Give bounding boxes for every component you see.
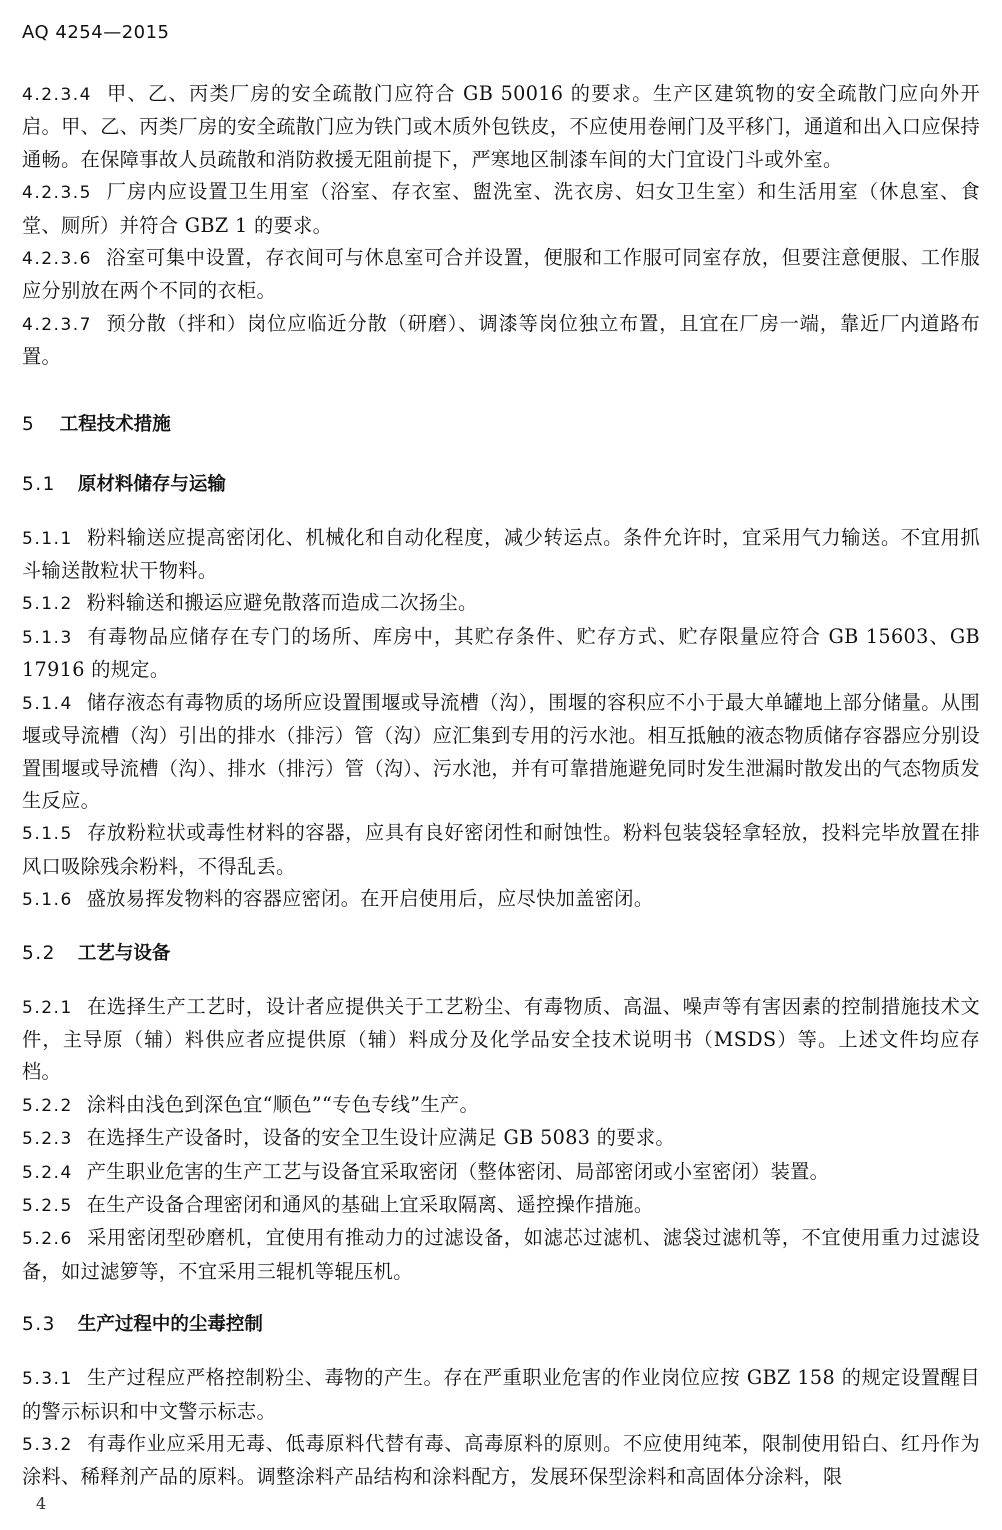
- standard-number: AQ 4254—2015: [22, 22, 170, 43]
- clause-5-1-1: [22, 522, 980, 588]
- clause-number: 5.1.3: [22, 627, 73, 648]
- clause-5-3-2: [22, 1428, 980, 1494]
- clause-number: 5.2.4: [22, 1162, 73, 1183]
- clause-text: 在选择生产工艺时，设计者应提供关于工艺粉尘、有毒物质、高温、噪声等有害因素的控制措施技术文件，主导原（辅）料供应者应提供原（辅）料成分及化学品安全技术说明书（MSDS）等。上述文件均应存档。: [22, 994, 980, 1084]
- section-number: 5.1: [22, 473, 56, 495]
- clause-5-1-5: [22, 817, 980, 883]
- chapter-heading-5: [22, 408, 980, 442]
- clause-text: 在选择生产设备时，设备的安全卫生设计应满足 GB 5083 的要求。: [86, 1126, 675, 1150]
- clause-number: 4.2.3.4: [22, 85, 92, 105]
- clause-number: 5.3.2: [22, 1435, 73, 1455]
- clause-number: 5.2.3: [22, 1129, 73, 1150]
- clause-text: 涂料由浅色到深色宜“顺色”“专色专线”生产。: [86, 1092, 480, 1116]
- clause-number: 5.2.5: [22, 1195, 73, 1216]
- clause-text: 粉料输送和搬运应避免散落而造成二次扬尘。: [86, 591, 478, 615]
- clause-text: 采用密闭型砂磨机，宜使用有推动力的过滤设备，如滤芯过滤机、滤袋过滤机等，不宜使用重力过滤设备，如过滤箩等，不宜采用三辊机等辊压机。: [22, 1226, 980, 1283]
- clause-number: 5.1.4: [22, 693, 73, 714]
- clause-text: 盛放易挥发物料的容器应密闭。在开启使用后，应尽快加盖密闭。: [86, 887, 654, 911]
- clause-number: 5.1.5: [22, 824, 73, 845]
- document-body: [22, 78, 980, 1494]
- clause-text: 有毒作业应采用无毒、低毒原料代替有毒、高毒原料的原则。不应使用纯苯，限制使用铅白、红丹作为涂料、稀释剂产品的原料。调整涂料产品结构和涂料配方，发展环保型涂料和高固体分涂料，限: [22, 1432, 980, 1489]
- chapter-number: 5: [22, 413, 34, 435]
- clause-4-2-3-4: [22, 78, 980, 176]
- section-title: 生产过程中的尘毒控制: [77, 1314, 263, 1336]
- clause-number: 4.2.3.7: [22, 314, 92, 335]
- clause-4-2-3-5: [22, 176, 980, 242]
- section-number: 5.2: [22, 942, 56, 964]
- clause-number: 5.2.6: [22, 1229, 73, 1250]
- clause-number: 5.1.6: [22, 890, 73, 911]
- clause-number: 5.3.1: [22, 1369, 73, 1390]
- clause-5-2-5: [22, 1189, 980, 1222]
- clause-5-3-1: [22, 1362, 980, 1428]
- clause-5-1-3: [22, 621, 980, 687]
- clause-5-2-1: [22, 991, 980, 1089]
- clause-5-1-4: [22, 687, 980, 818]
- clause-4-2-3-7: [22, 308, 980, 374]
- clause-text: 生产过程应严格控制粉尘、毒物的产生。存在严重职业危害的作业岗位应按 GBZ 158 的规定设置醒目的警示标识和中文警示标志。: [22, 1366, 980, 1423]
- document-header: [22, 22, 170, 43]
- clause-text: 甲、乙、丙类厂房的安全疏散门应符合 GB 50016 的要求。生产区建筑物的安全疏散门应向外开启。甲、乙、丙类厂房的安全疏散门应为铁门或木质外包铁皮，不应使用卷闸门及平移门，通道和出入口应保持通畅。在保障事故人员疏散和消防救援无阻前提下，严寒地区制漆车间的大门宜设门斗或外室。: [22, 82, 980, 171]
- clause-text: 有毒物品应储存在专门的场所、库房中，其贮存条件、贮存方式、贮存限量应符合 GB 15603、GB 17916 的规定。: [22, 624, 980, 682]
- clause-text: 浴室可集中设置，存衣间可与休息室可合并设置，便服和工作服可同室存放，但要注意便服、工作服应分别放在两个不同的衣柜。: [22, 246, 980, 303]
- clause-5-1-2: [22, 587, 980, 620]
- clause-text: 在生产设备合理密闭和通风的基础上宜采取隔离、遥控操作措施。: [86, 1192, 654, 1216]
- section-heading-5-1: [22, 468, 980, 502]
- clause-5-1-6: [22, 883, 980, 916]
- clause-4-2-3-6: [22, 242, 980, 308]
- clause-5-2-3: [22, 1122, 980, 1155]
- section-title: 原材料储存与运输: [77, 473, 226, 495]
- chapter-title: 工程技术措施: [59, 413, 171, 435]
- clause-number: 5.2.2: [22, 1095, 73, 1116]
- section-number: 5.3: [22, 1314, 56, 1336]
- clause-number: 4.2.3.6: [22, 249, 92, 270]
- clause-text: 产生职业危害的生产工艺与设备宜采取密闭（整体密闭、局部密闭或小室密闭）装置。: [86, 1159, 830, 1183]
- clause-number: 5.2.1: [22, 997, 73, 1018]
- clause-number: 5.1.1: [22, 528, 73, 549]
- clause-text: 预分散（拌和）岗位应临近分散（研磨）、调漆等岗位独立布置，且宜在厂房一端，靠近厂内道路布置。: [22, 311, 980, 369]
- clause-number: 4.2.3.5: [22, 183, 92, 204]
- clause-text: 存放粉粒状或毒性材料的容器，应具有良好密闭性和耐蚀性。粉料包装袋轻拿轻放，投料完毕放置在排风口吸除残余粉料，不得乱丢。: [22, 821, 980, 878]
- section-title: 工艺与设备: [77, 942, 171, 964]
- clause-5-2-2: [22, 1089, 980, 1122]
- clause-5-2-4: [22, 1156, 980, 1189]
- page-number: 4: [36, 1494, 47, 1513]
- section-heading-5-3: [22, 1308, 980, 1342]
- clause-5-2-6: [22, 1222, 980, 1288]
- clause-text: 厂房内应设置卫生用室（浴室、存衣室、盥洗室、洗衣房、妇女卫生室）和生活用室（休息室、食堂、厕所）并符合 GBZ 1 的要求。: [22, 180, 980, 237]
- clause-text: 粉料输送应提高密闭化、机械化和自动化程度，减少转运点。条件允许时，宜采用气力输送。不宜用抓斗输送散粒状干物料。: [22, 525, 980, 583]
- clause-text: 储存液态有毒物质的场所应设置围堰或导流槽（沟），围堰的容积应不小于最大单罐地上部分储量。从围堰或导流槽（沟）引出的排水（排污）管（沟）应汇集到专用的污水池。相互抵触的液态物质储存容器应分别设置围堰或导流槽（沟）、排水（排污）管（沟）、污水池，并有可靠措施避免同时发生泄漏时散发出的气态物质发生反应。: [22, 690, 980, 812]
- section-heading-5-2: [22, 937, 980, 971]
- clause-number: 5.1.2: [22, 594, 73, 615]
